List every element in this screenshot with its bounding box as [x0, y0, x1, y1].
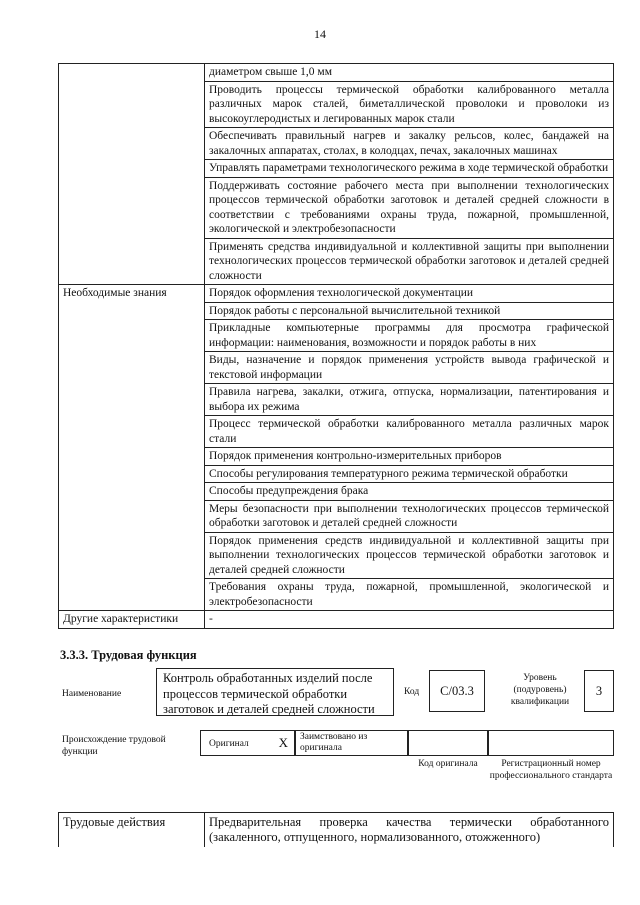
knowledge-label: Необходимые знания: [59, 285, 205, 611]
borrowed-box: Заимствовано из оригинала: [295, 730, 408, 756]
skill-row: Обеспечивать правильный нагрев и закалку рельсов, колес, бандажей на закалочных аппаратах, столах, в колодцах, печах, закалочных машинах: [205, 128, 614, 160]
code-value-box: С/03.3: [429, 670, 485, 712]
original-mark: X: [278, 735, 288, 750]
code-label: Код: [404, 687, 420, 697]
actions-table: [58, 812, 614, 847]
knowledge-row: Требования охраны труда, пожарной, промышленной, экологической и электробезопасности: [205, 579, 614, 611]
reg-number-cell: [488, 730, 614, 756]
skills-label-cell: [59, 64, 205, 285]
actions-value: Предварительная проверка качества термически обработанного (закаленного, отпущенного, нормализованного, отожженного): [205, 813, 614, 848]
knowledge-row: Меры безопасности при выполнении технологических процессов термической обработки заготовок и деталей средней сложности: [205, 500, 614, 532]
original-box: [200, 730, 295, 756]
knowledge-row: Способы регулирования температурного режима термической обработки: [205, 465, 614, 483]
knowledge-row: Процесс термической обработки калиброванного металла различных марок стали: [205, 416, 614, 448]
knowledge-row: Порядок оформления технологической документации: [205, 285, 614, 303]
skill-row: Управлять параметрами технологического режима в ходе термической обработки: [205, 160, 614, 178]
function-name-box: Контроль обработанных изделий после процессов термической обработки заготовок и деталей средней сложности: [156, 668, 394, 716]
skills-knowledge-table: [58, 63, 614, 629]
knowledge-row: Порядок работы с персональной вычислительной техникой: [205, 302, 614, 320]
origin-label: Происхождение трудовой функции: [62, 735, 166, 757]
code-original-cell: [408, 730, 488, 756]
code-original-label: Код оригинала: [418, 759, 478, 769]
section-title: 3.3.3. Трудовая функция: [60, 648, 197, 662]
knowledge-row: Прикладные компьютерные программы для просмотра графической информации: наименования, возможности и порядок работы в них: [205, 320, 614, 352]
knowledge-row: Способы предупреждения брака: [205, 483, 614, 501]
other-value: -: [205, 611, 614, 629]
reg-number-label: Регистрационный номер профессионального стандарта: [489, 759, 613, 781]
skill-row: Проводить процессы термической обработки калиброванного металла различных марок сталей, биметаллической проволоки и проволоки из высокоуглеродистых и легированных марок стали: [205, 81, 614, 128]
knowledge-row: Порядок применения контрольно-измерительных приборов: [205, 448, 614, 466]
knowledge-row: Порядок применения средств индивидуальной и коллективной защиты при выполнении технологических процессов термической обработки заготовок и деталей средней сложности: [205, 532, 614, 579]
skill-row: Поддерживать состояние рабочего места при выполнении технологических процессов термической обработки заготовок и деталей средней сложности в соответствии с требованиями охраны труда, пожарной, промышленной, экологической и электробезопасности: [205, 177, 614, 238]
name-label: Наименование: [62, 689, 122, 699]
skill-row: диаметром свыше 1,0 мм: [205, 64, 614, 82]
knowledge-row: Правила нагрева, закалки, отжига, отпуска, нормализации, патентирования и выбора их режима: [205, 384, 614, 416]
original-label: Оригинал: [209, 739, 249, 749]
knowledge-row: Виды, назначение и порядок применения устройств вывода графической и текстовой информации: [205, 352, 614, 384]
level-value-box: 3: [584, 670, 614, 712]
skill-row: Применять средства индивидуальной и коллективной защиты при выполнении технологических процессов термической обработки заготовок и деталей средней сложности: [205, 238, 614, 285]
page-number: 14: [314, 27, 326, 41]
actions-label: Трудовые действия: [59, 813, 205, 848]
level-label: Уровень (подуровень) квалификации: [510, 673, 570, 707]
other-label: Другие характеристики: [59, 611, 205, 629]
